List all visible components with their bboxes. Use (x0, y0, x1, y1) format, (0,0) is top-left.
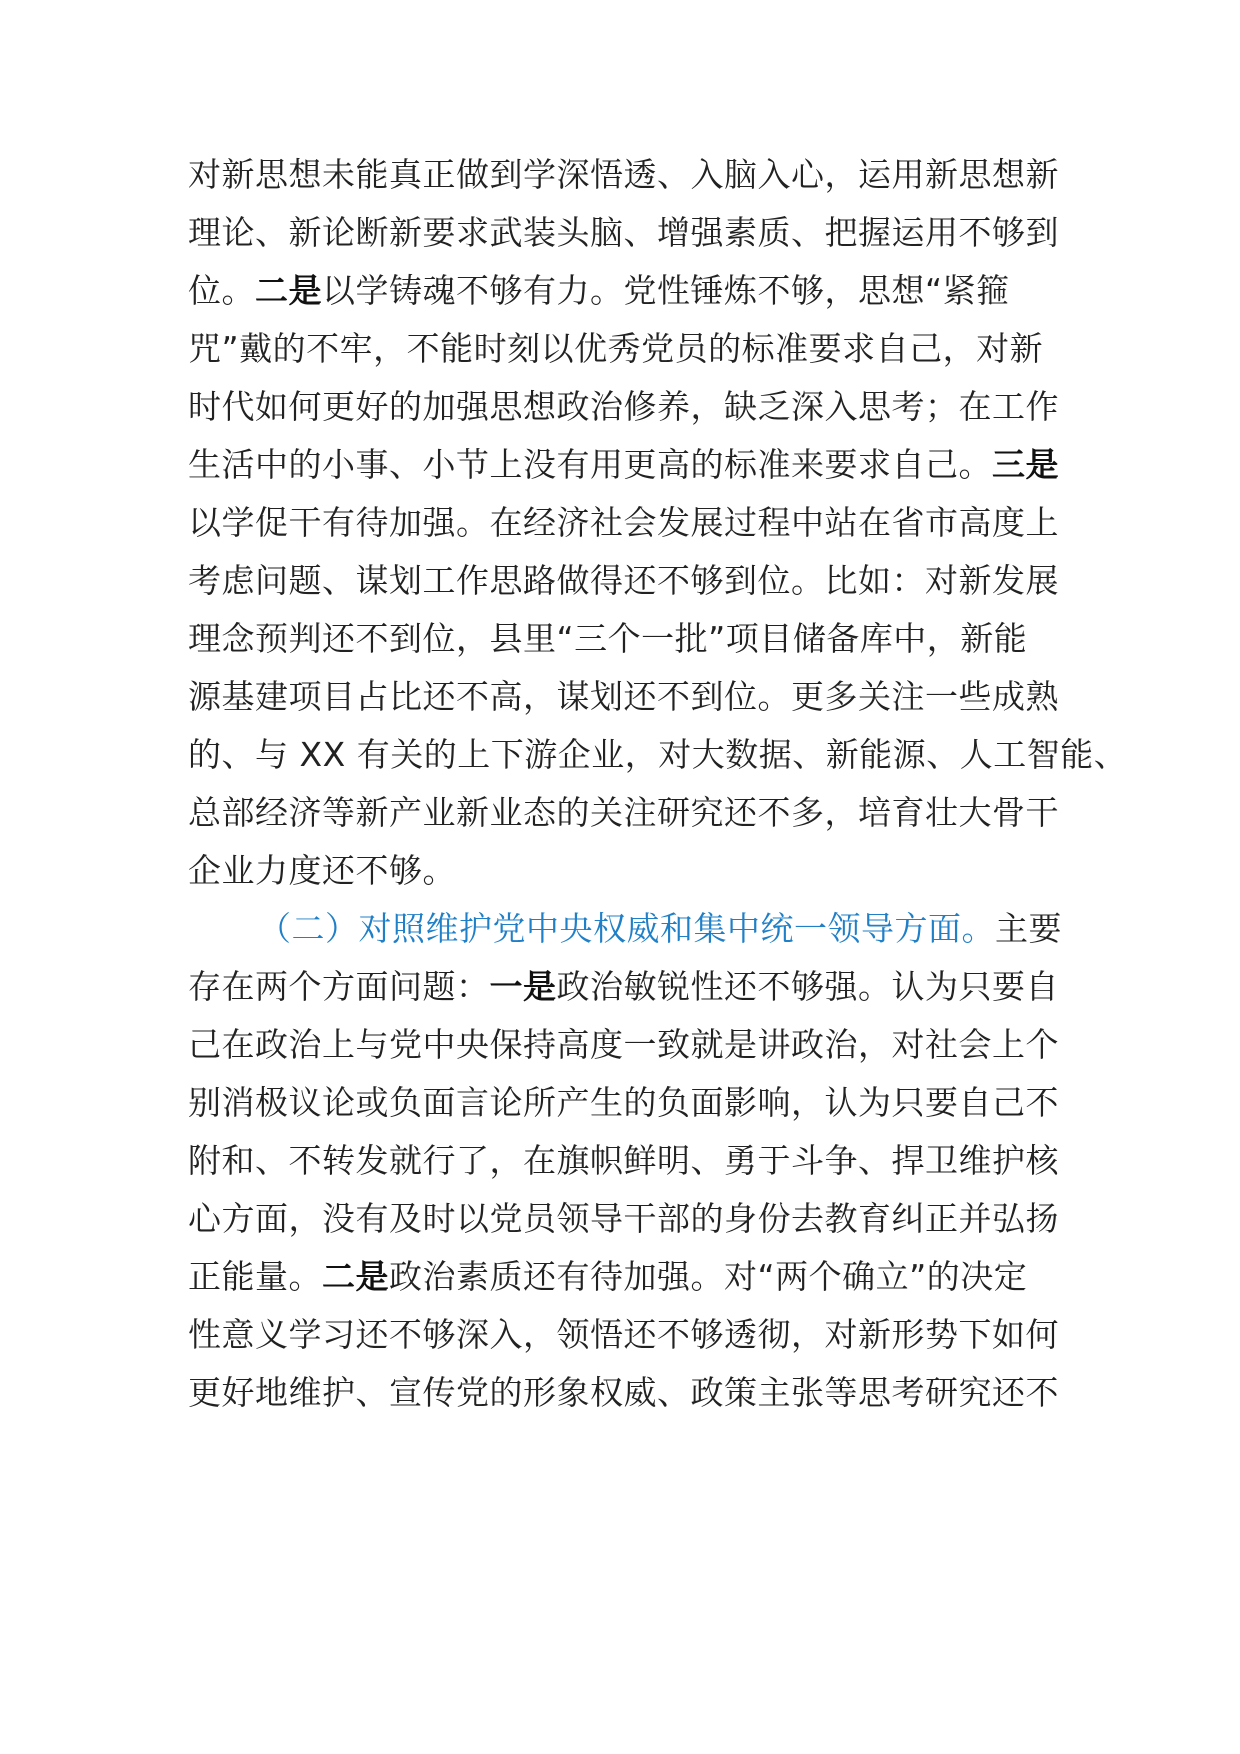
bold-enumerator: 三是 (992, 445, 1059, 484)
text-line (188, 143, 1059, 207)
line-text: 生活中的小事、小节上没有用更高的标准来要求自己。 (188, 445, 992, 484)
bold-enumerator: 一是 (489, 967, 557, 1006)
line-text: 理念预判还不到位，县里“三个一批”项目储备库中，新能 (188, 619, 1028, 658)
text-line (188, 1361, 1059, 1425)
text-line (188, 549, 1059, 613)
text-line (188, 1187, 1059, 1251)
text-line (188, 375, 1059, 439)
line-text: 心方面，没有及时以党员领导干部的身份去教育纠正并弘扬 (188, 1199, 1059, 1238)
text-line (188, 955, 1059, 1019)
line-text: 己在政治上与党中央保持高度一致就是讲政治，对社会上个 (188, 1025, 1059, 1064)
line-text: 正能量。 (188, 1257, 322, 1296)
section-heading: （二）对照维护党中央权威和集中统一领导方面。 (258, 909, 995, 948)
line-text: 考虑问题、谋划工作思路做得还不够到位。比如：对新发展 (188, 561, 1059, 600)
line-text: 咒”戴的不牢，不能时刻以优秀党员的标准要求自己，对新 (188, 329, 1044, 368)
line-text: 存在两个方面问题： (188, 967, 490, 1006)
line-text: 总部经济等新产业新业态的关注研究还不多，培育壮大骨干 (188, 793, 1059, 832)
text-line (188, 607, 1027, 671)
line-text: 主要 (995, 909, 1062, 948)
text-line (188, 1303, 1059, 1367)
line-text: 位。 (188, 271, 255, 310)
text-line (188, 491, 1059, 555)
line-text: 对新思想未能真正做到学深悟透、入脑入心，运用新思想新 (188, 155, 1059, 194)
text-line (188, 839, 456, 903)
text-line (188, 1129, 1059, 1193)
line-text: 政治敏锐性还不够强。认为只要自 (556, 967, 1059, 1006)
line-text: 政治素质还有待加强。对“两个确立”的决定 (389, 1257, 1028, 1296)
text-line (188, 1245, 1027, 1309)
bold-enumerator: 二是 (322, 1257, 389, 1296)
section-heading-line (258, 897, 1062, 961)
text-line (188, 665, 1059, 729)
line-text: 以学铸魂不够有力。党性锤炼不够，思想“紧箍 (322, 271, 1010, 310)
line-text: 性意义学习还不够深入，领悟还不够透彻，对新形势下如何 (188, 1315, 1059, 1354)
text-line (188, 259, 1010, 323)
text-line (188, 1013, 1059, 1077)
bold-enumerator: 二是 (255, 271, 322, 310)
line-text: 源基建项目占比还不高，谋划还不到位。更多关注一些成熟 (188, 677, 1059, 716)
text-line (188, 201, 1059, 265)
line-text: 附和、不转发就行了，在旗帜鲜明、勇于斗争、捍卫维护核 (188, 1141, 1059, 1180)
line-text: 别消极议论或负面言论所产生的负面影响，认为只要自己不 (188, 1083, 1059, 1122)
text-line (188, 1071, 1059, 1135)
text-line (188, 723, 1127, 787)
line-text: 以学促干有待加强。在经济社会发展过程中站在省市高度上 (188, 503, 1059, 542)
line-text: 更好地维护、宣传党的形象权威、政策主张等思考研究还不 (188, 1373, 1059, 1412)
text-line (188, 317, 1043, 381)
line-text: 时代如何更好的加强思想政治修养，缺乏深入思考；在工作 (188, 387, 1059, 426)
text-line (188, 781, 1059, 845)
line-text: 的、与 XX 有关的上下游企业，对大数据、新能源、人工智能、 (188, 735, 1128, 774)
line-text: 企业力度还不够。 (188, 851, 456, 890)
text-line (188, 433, 1059, 497)
line-text: 理论、新论断新要求武装头脑、增强素质、把握运用不够到 (188, 213, 1059, 252)
